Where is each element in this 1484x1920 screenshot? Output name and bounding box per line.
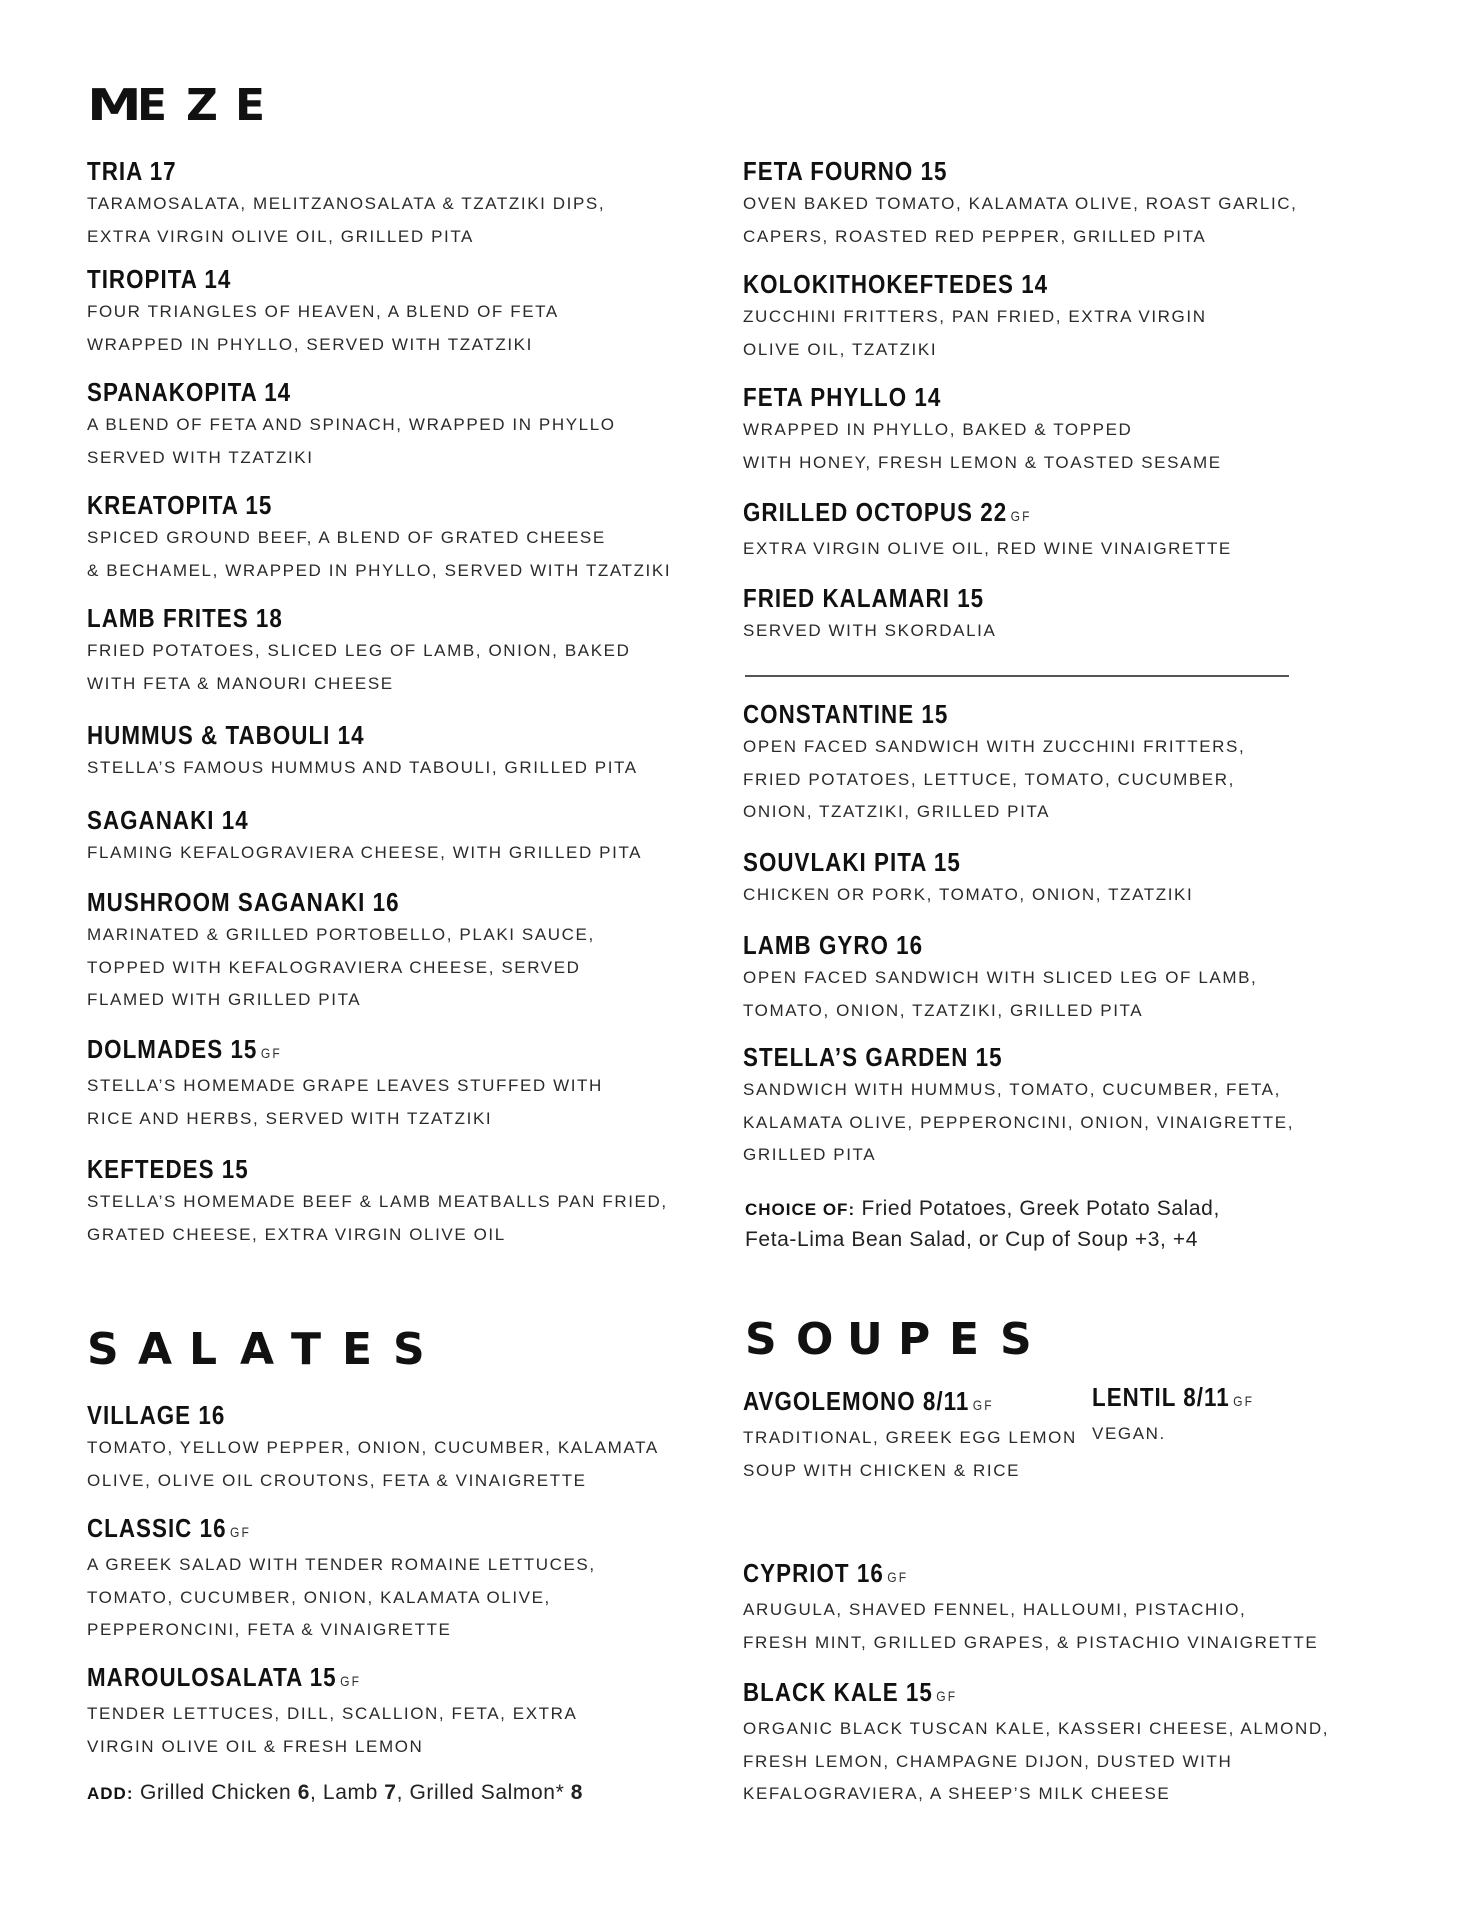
- menu-item-feta-phyllo: FETA PHYLLO 14 WRAPPED IN PHYLLO, BAKED & TOPPED WITH HONEY, FRESH LEMON & TOASTED SESAME: [743, 382, 1222, 472]
- section-title-soupes: S O U P E S: [745, 1314, 1032, 1365]
- menu-item-lentil: LENTIL 8/11 GF VEGAN.: [1092, 1382, 1255, 1443]
- gluten-free-tag: GF: [1233, 1393, 1255, 1409]
- gluten-free-tag: GF: [972, 1397, 994, 1413]
- gluten-free-tag: GF: [936, 1688, 958, 1704]
- menu-item-tria: TRIA 17 TARAMOSALATA, MELITZANOSALATA & TZATZIKI DIPS, EXTRA VIRGIN OLIVE OIL, GRILLED PITA: [87, 156, 606, 246]
- menu-item-grilled-octopus: GRILLED OCTOPUS 22 GF EXTRA VIRGIN OLIVE OIL, RED WINE VINAIGRETTE: [743, 497, 1232, 558]
- gluten-free-tag: GF: [229, 1524, 252, 1540]
- menu-item-maroulosalata: MAROULOSALATA 15 GF TENDER LETTUCES, DILL, SCALLION, FETA, EXTRA VIRGIN OLIVE OIL & FRESH LEMON: [87, 1662, 578, 1756]
- menu-item-tiropita: TIROPITA 14 FOUR TRIANGLES OF HEAVEN, A BLEND OF FETA WRAPPED IN PHYLLO, SERVED WITH TZATZIKI: [87, 264, 559, 354]
- menu-item-lamb-gyro: LAMB GYRO 16 OPEN FACED SANDWICH WITH SLICED LEG OF LAMB, TOMATO, ONION, TZATZIKI, GRILLED PITA: [743, 930, 1258, 1020]
- menu-item-constantine: CONSTANTINE 15 OPEN FACED SANDWICH WITH ZUCCHINI FRITTERS, FRIED POTATOES, LETTUCE, TOMATO, CUCUMBER, ONION, TZATZIKI, GRILLED PITA: [743, 699, 1246, 821]
- gluten-free-tag: GF: [340, 1673, 362, 1689]
- gluten-free-tag: GF: [260, 1045, 282, 1061]
- menu-item-black-kale: BLACK KALE 15 GF ORGANIC BLACK TUSCAN KALE, KASSERI CHEESE, ALMOND, FRESH LEMON, CHAMPAGNE DIJON, DUSTED WITH KEFALOGRAVIERA, A SHEEP’S MILK CHEESE: [743, 1677, 1330, 1803]
- add-protein-note: ADD: Grilled Chicken 6, Lamb 7, Grilled Salmon* 8: [87, 1781, 584, 1804]
- menu-item-cypriot: CYPRIOT 16 GF ARUGULA, SHAVED FENNEL, HALLOUMI, PISTACHIO, FRESH MINT, GRILLED GRAPES, & PISTACHIO VINAIGRETTE: [743, 1558, 1319, 1652]
- menu-item-spanakopita: SPANAKOPITA 14 A BLEND OF FETA AND SPINACH, WRAPPED IN PHYLLO SERVED WITH TZATZIKI: [87, 377, 616, 467]
- menu-item-kolokithokeftedes: KOLOKITHOKEFTEDES 14 ZUCCHINI FRITTERS, PAN FRIED, EXTRA VIRGIN OLIVE OIL, TZATZIKI: [743, 269, 1207, 359]
- menu-item-stellas-garden: STELLA’S GARDEN 15 SANDWICH WITH HUMMUS, TOMATO, CUCUMBER, FETA, KALAMATA OLIVE, PEPPERONCINI, ONION, VINAIGRETTE, GRILLED PITA: [743, 1042, 1295, 1164]
- menu-item-mushroom-saganaki: MUSHROOM SAGANAKI 16 MARINATED & GRILLED PORTOBELLO, PLAKI SAUCE, TOPPED WITH KEFALOGRAVIERA CHEESE, SERVED FLAMED WITH GRILLED PITA: [87, 887, 595, 1009]
- menu-item-souvlaki-pita: SOUVLAKI PITA 15 CHICKEN OR PORK, TOMATO, ONION, TZATZIKI: [743, 847, 1194, 904]
- menu-item-saganaki: SAGANAKI 14 FLAMING KEFALOGRAVIERA CHEESE, WITH GRILLED PITA: [87, 805, 643, 862]
- menu-item-hummus-tabouli: HUMMUS & TABOULI 14 STELLA’S FAMOUS HUMMUS AND TABOULI, GRILLED PITA: [87, 720, 638, 777]
- gluten-free-tag: GF: [1010, 508, 1032, 524]
- section-divider: [745, 675, 1289, 677]
- gluten-free-tag: GF: [887, 1569, 909, 1585]
- menu-item-keftedes: KEFTEDES 15 STELLA’S HOMEMADE BEEF & LAMB MEATBALLS PAN FRIED, GRATED CHEESE, EXTRA VIRGIN OLIVE OIL: [87, 1154, 668, 1244]
- section-title-meze: ME Z E: [87, 80, 266, 131]
- menu-item-fried-kalamari: FRIED KALAMARI 15 SERVED WITH SKORDALIA: [743, 583, 997, 640]
- section-title-salates: S A L A T E S: [87, 1324, 425, 1375]
- menu-item-classic: CLASSIC 16 GF A GREEK SALAD WITH TENDER ROMAINE LETTUCES, TOMATO, CUCUMBER, ONION, KALAMATA OLIVE, PEPPERONCINI, FETA & VINAIGRETTE: [87, 1513, 596, 1639]
- menu-item-feta-fourno: FETA FOURNO 15 OVEN BAKED TOMATO, KALAMATA OLIVE, ROAST GARLIC, CAPERS, ROASTED RED PEPPER, GRILLED PITA: [743, 156, 1298, 246]
- menu-item-kreatopita: KREATOPITA 15 SPICED GROUND BEEF, A BLEND OF GRATED CHEESE & BECHAMEL, WRAPPED IN PHYLLO, SERVED WITH TZATZIKI: [87, 490, 672, 580]
- menu-item-avgolemono: AVGOLEMONO 8/11 GF TRADITIONAL, GREEK EGG LEMON SOUP WITH CHICKEN & RICE: [743, 1386, 1077, 1480]
- menu-item-dolmades: DOLMADES 15 GF STELLA’S HOMEMADE GRAPE LEAVES STUFFED WITH RICE AND HERBS, SERVED WITH TZATZIKI: [87, 1034, 603, 1128]
- choice-of-note: CHOICE OF: Fried Potatoes, Greek Potato Salad, Feta-Lima Bean Salad, or Cup of Soup +3, +4: [745, 1197, 1220, 1251]
- menu-item-lamb-frites: LAMB FRITES 18 FRIED POTATOES, SLICED LEG OF LAMB, ONION, BAKED WITH FETA & MANOURI CHEESE: [87, 603, 631, 693]
- menu-item-village: VILLAGE 16 TOMATO, YELLOW PEPPER, ONION, CUCUMBER, KALAMATA OLIVE, OLIVE OIL CROUTONS, FETA & VINAIGRETTE: [87, 1400, 659, 1490]
